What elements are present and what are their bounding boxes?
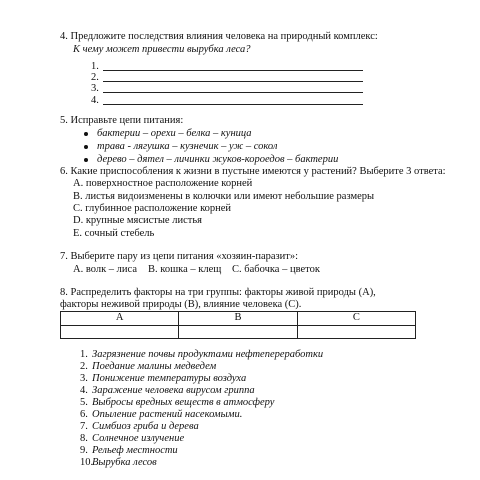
q4-answer-number: 4. xyxy=(91,95,99,106)
q4-answer-row xyxy=(91,95,363,107)
bullet-icon xyxy=(84,132,88,136)
factor-number: 3. xyxy=(80,373,88,384)
factor-number: 9. xyxy=(80,445,88,456)
factor-item xyxy=(80,397,274,410)
q4-answer-line[interactable] xyxy=(103,81,363,82)
table-answer-cell[interactable] xyxy=(61,325,179,338)
q4-answer-number: 2. xyxy=(91,72,99,83)
table-header-cell: А xyxy=(61,312,179,326)
factor-text: Опыление растений насекомыми. xyxy=(92,409,243,420)
factor-text: Выбросы вредных веществ в атмосферу xyxy=(92,397,275,408)
factor-number: 1. xyxy=(80,349,88,360)
factor-item xyxy=(80,361,216,374)
factor-text: Загрязнение почвы продуктами нефтепереработки xyxy=(92,349,324,360)
food-chain-text: бактерии – орехи – белка – куница xyxy=(97,128,252,139)
q8-title: 8. Распределить факторы на три группы: факторы живой природы (А), xyxy=(60,287,376,298)
table-header-row xyxy=(61,312,416,326)
bullet-icon xyxy=(84,145,88,149)
q6-title: 6. Какие приспособления к жизни в пустыне имеются у растений? Выберите 3 ответа: xyxy=(60,166,446,177)
factor-item xyxy=(80,433,184,446)
factor-text: Солнечное излучение xyxy=(92,433,185,444)
factor-number: 4. xyxy=(80,385,88,396)
q5-title: 5. Исправьте цепи питания: xyxy=(60,115,184,126)
q6-option[interactable]: С. глубинное расположение корней xyxy=(73,203,232,214)
q6-option[interactable]: А. поверхностное расположение корней xyxy=(73,178,253,189)
factor-text: Симбиоз гриба и дерева xyxy=(92,421,199,432)
q7-title: 7. Выберите пару из цепи питания «хозяин-паразит»: xyxy=(60,251,299,262)
q4-answer-number: 1. xyxy=(91,61,99,72)
factor-item xyxy=(80,457,157,470)
factor-item xyxy=(80,373,246,386)
q4-answer-number: 3. xyxy=(91,83,99,94)
table-answer-cell[interactable] xyxy=(297,325,415,338)
factor-item xyxy=(80,409,242,422)
factor-text: Понижение температуры воздуха xyxy=(92,373,247,384)
q7-option[interactable]: С. бабочка – цветок xyxy=(232,264,320,275)
q4-answer-line[interactable] xyxy=(103,92,363,93)
factor-item xyxy=(80,445,178,458)
q6-option[interactable]: D. крупные мясистые листья xyxy=(73,215,202,226)
factor-number: 6. xyxy=(80,409,88,420)
table-answer-row xyxy=(61,325,416,338)
factor-number: 7. xyxy=(80,421,88,432)
factor-item xyxy=(80,421,199,434)
bullet-icon xyxy=(84,158,88,162)
food-chain-text: трава - лягушка – кузнечик – уж – сокол xyxy=(97,141,278,152)
q7-option[interactable]: А. волк – лиса xyxy=(73,264,137,275)
q4-answer-row xyxy=(91,83,363,95)
q8-title-continued: факторы неживой природы (В), влияние человека (С). xyxy=(60,299,302,310)
factor-text: Заражение человека вирусом гриппа xyxy=(92,385,255,396)
factor-number: 2. xyxy=(80,361,88,372)
table-header-cell: В xyxy=(179,312,297,326)
q6-option[interactable]: В. листья видоизменены в колючки или имеют небольшие размеры xyxy=(73,191,375,202)
q7-option[interactable]: В. кошка – клещ xyxy=(148,264,222,275)
classification-table xyxy=(60,311,416,339)
factor-text: Вырубка лесов xyxy=(92,457,157,468)
q4-answer-line[interactable] xyxy=(103,104,363,105)
table-answer-cell[interactable] xyxy=(179,325,297,338)
factor-item xyxy=(80,349,323,362)
q6-option[interactable]: Е. сочный стебель xyxy=(73,228,155,239)
table-header-cell: С xyxy=(297,312,415,326)
factor-number: 8. xyxy=(80,433,88,444)
factor-number: 10. xyxy=(80,457,94,468)
factor-number: 5. xyxy=(80,397,88,408)
q4-subtitle: К чему может привести вырубка леса? xyxy=(73,44,251,55)
q4-answer-line[interactable] xyxy=(103,70,363,71)
q4-title: 4. Предложите последствия влияния человека на природный комплекс: xyxy=(60,31,378,42)
factor-text: Рельеф местности xyxy=(92,445,178,456)
food-chain-text: дерево – дятел – личинки жуков-короедов – бактерии xyxy=(97,154,339,165)
factor-item xyxy=(80,385,255,398)
factor-text: Поедание малины медведем xyxy=(92,361,217,372)
